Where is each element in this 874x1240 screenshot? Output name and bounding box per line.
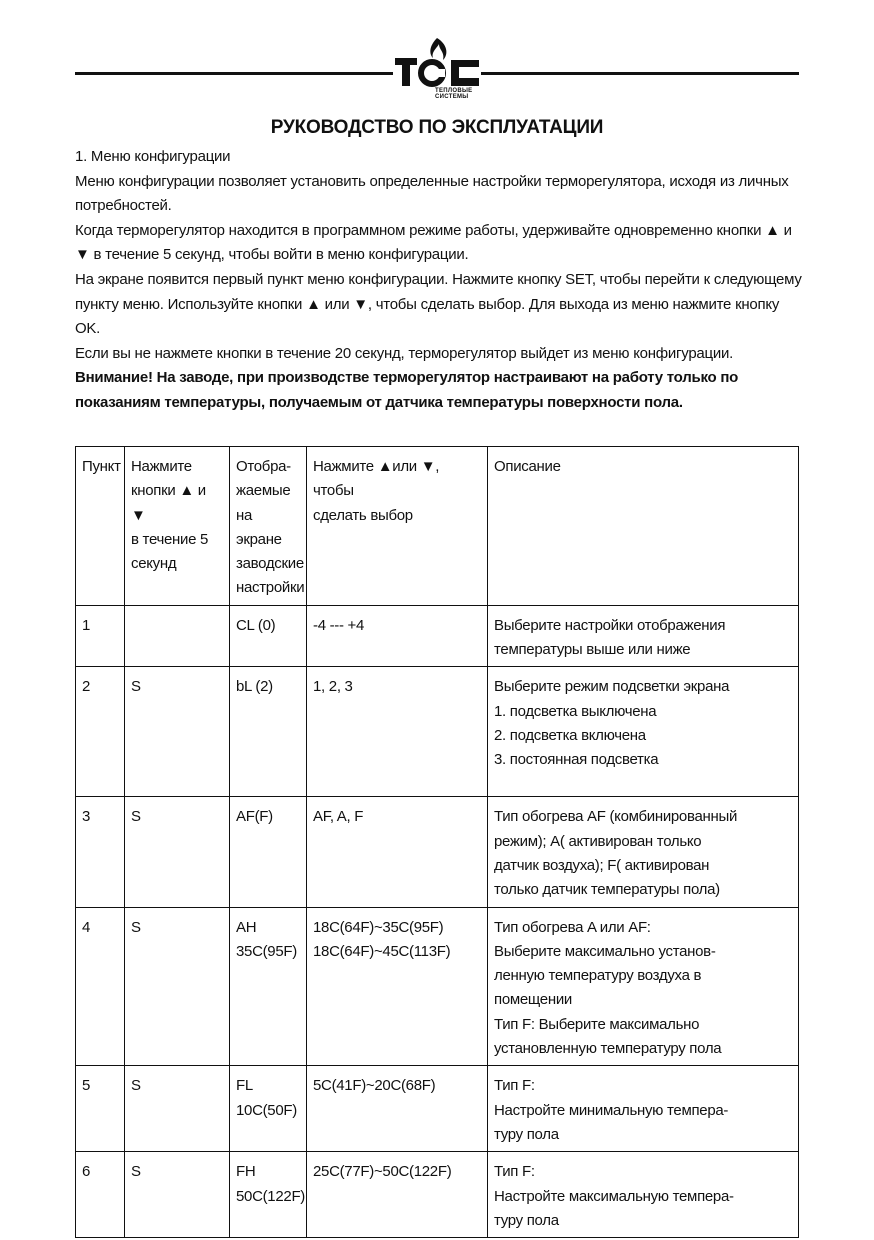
display-cell-line: FH [236, 1163, 256, 1181]
table-row [76, 1066, 799, 1152]
page-title: РУКОВОДСТВО ПО ЭКСПЛУАТАЦИИ [270, 117, 604, 138]
brand-logo [393, 36, 481, 102]
display-cell [230, 907, 307, 1066]
button-cell-line: S [131, 808, 141, 826]
item-number-cell [76, 797, 125, 907]
table-header-cell-c4-line: сделать выбор [313, 506, 413, 524]
table-row [76, 605, 799, 667]
intro-paragraph-2: Когда терморегулятор находится в программном режиме работы, удерживайте одновременно кнопки ▲ и ▼ в течение 5 секунд, чтобы войти в меню конфигурации. [75, 221, 792, 264]
item-number-cell-line: 5 [82, 1077, 91, 1095]
button-cell [125, 667, 230, 797]
item-number-cell [76, 605, 125, 667]
table-header-cell-c2-line: в течение 5 [131, 530, 209, 548]
item-number-cell [76, 907, 125, 1066]
description-cell-line: ленную температуру воздуха в [494, 967, 702, 985]
item-number-cell [76, 1066, 125, 1152]
description-cell-line: Тип обогрева A или AF: [494, 918, 651, 936]
selection-cell [307, 605, 488, 667]
table-row [76, 667, 799, 797]
display-cell-line: 10C(50F) [236, 1101, 297, 1119]
description-cell-line: только датчик температуры пола) [494, 881, 720, 899]
selection-cell-line: AF, A, F [313, 808, 364, 826]
description-cell-line: установленную температуру пола [494, 1040, 722, 1058]
display-cell-line: FL [236, 1077, 253, 1095]
table-header-cell-c2 [125, 447, 230, 606]
description-cell-line: 1. подсветка выключена [494, 702, 657, 720]
selection-cell [307, 907, 488, 1066]
logo-caption-line1: ТЕПЛОВЫЕ [435, 88, 473, 94]
item-number-cell-line: 4 [82, 918, 91, 936]
button-cell-line: S [131, 1077, 141, 1095]
selection-cell [307, 1066, 488, 1152]
selection-cell-line: 25C(77F)~50C(122F) [313, 1163, 452, 1181]
table-header-cell-c3 [230, 447, 307, 606]
description-cell [488, 797, 799, 907]
selection-cell-line: 18C(64F)~45C(113F) [313, 942, 451, 960]
description-cell [488, 605, 799, 667]
button-cell [125, 1066, 230, 1152]
button-cell [125, 907, 230, 1066]
table-header-cell-c2-line: Нажмите [131, 458, 192, 475]
table-header-cell-c4 [307, 447, 488, 606]
display-cell-line: 50C(122F) [236, 1187, 305, 1205]
display-cell-line: AH [236, 918, 257, 936]
intro-paragraph-3: На экране появится первый пункт меню конфигурации. Нажмите кнопку SET, чтобы перейти к следующему пункту меню. Используйте кнопки ▲ или ▼, чтобы сделать выбор. Для выхода из меню нажмите кнопку OK. [75, 270, 802, 338]
selection-cell [307, 1152, 488, 1238]
item-number-cell-line: 2 [82, 678, 91, 696]
display-cell-line: CL (0) [236, 616, 276, 634]
item-number-cell [76, 667, 125, 797]
button-cell [125, 605, 230, 667]
description-cell-line: 3. постоянная подсветка [494, 751, 659, 769]
description-cell-line: датчик воздуха); F( активирован [494, 856, 710, 874]
item-number-cell-line: 6 [82, 1163, 91, 1181]
display-cell-line: 35C(95F) [236, 942, 297, 960]
table-header-cell-c3-line: жаемые [236, 482, 291, 500]
intro-text [75, 145, 805, 416]
button-cell [125, 1152, 230, 1238]
description-cell [488, 1152, 799, 1238]
description-cell-line: Настройте минимальную темпера- [494, 1101, 729, 1119]
table-header-cell-c1 [76, 447, 125, 606]
display-cell-line: bL (2) [236, 678, 273, 696]
table-header-cell-c3-line: Отобра- [236, 458, 291, 475]
logo-mark [393, 36, 481, 88]
button-cell [125, 797, 230, 907]
description-cell-line: режим); A( активирован только [494, 832, 702, 850]
description-cell [488, 907, 799, 1066]
description-cell [488, 1066, 799, 1152]
description-cell-line: Тип обогрева AF (комбинированный [494, 808, 738, 826]
intro-paragraph-4: Если вы не нажмете кнопки в течение 20 секунд, терморегулятор выйдет из меню конфигурации. [75, 344, 734, 362]
table-header-cell-c3-line: заводские [236, 555, 304, 573]
selection-cell-line: 5C(41F)~20C(68F) [313, 1077, 436, 1095]
table-row [76, 797, 799, 907]
table-row [76, 907, 799, 1066]
table-header-cell-c3-line: на экране [236, 506, 282, 548]
table-header-cell-c5-line: Описание [494, 458, 561, 475]
table-header-cell-c5 [488, 447, 799, 606]
description-cell-line: Выберите максимально установ- [494, 942, 716, 960]
description-cell [488, 667, 799, 797]
table-row [76, 1152, 799, 1238]
logo-caption-line2: СИСТЕМЫ [435, 94, 469, 100]
button-cell-line: S [131, 1163, 141, 1181]
table-header-cell-c2-line: кнопки ▲ и ▼ [131, 482, 206, 524]
description-cell-line: Тип F: [494, 1163, 535, 1181]
selection-cell [307, 797, 488, 907]
table-header-cell-c4-line: Нажмите ▲или ▼, чтобы [313, 458, 440, 500]
description-cell-line: Настройте максимальную темпера- [494, 1187, 734, 1205]
description-cell-line: Выберите настройки отображения [494, 616, 726, 634]
warning-text: Внимание! На заводе, при производстве терморегулятор настраивают на работу только по показаниям температуры, получаемым от датчика температуры поверхности пола. [75, 369, 739, 411]
config-table [75, 446, 799, 1238]
description-cell-line: туру пола [494, 1125, 559, 1143]
table-header-cell-c1-line: Пункт [82, 458, 121, 475]
item-number-cell-line: 1 [82, 616, 91, 634]
intro-paragraph-1: Меню конфигурации позволяет установить определенные настройки терморегулятора, исходя из личных потребностей. [75, 172, 789, 215]
table-header-row [76, 447, 799, 606]
item-number-cell-line: 3 [82, 808, 91, 826]
description-cell-line: Выберите режим подсветки экрана [494, 678, 730, 696]
display-cell [230, 797, 307, 907]
description-cell-line: температуры выше или ниже [494, 641, 691, 659]
description-cell-line: Тип F: Выберите максимально [494, 1015, 700, 1033]
description-cell-line: помещении [494, 991, 572, 1009]
table-header-cell-c3-line: настройки [236, 579, 305, 597]
button-cell-line: S [131, 918, 141, 936]
selection-cell-line: -4 --- +4 [313, 616, 365, 634]
description-cell-line: туру пола [494, 1211, 559, 1229]
table-header-cell-c2-line: секунд [131, 555, 177, 573]
section-heading: 1. Меню конфигурации [75, 148, 231, 165]
header-rule-left [75, 72, 393, 75]
display-cell [230, 1152, 307, 1238]
button-cell-line: S [131, 678, 141, 696]
display-cell [230, 1066, 307, 1152]
selection-cell [307, 667, 488, 797]
selection-cell-line: 18C(64F)~35C(95F) [313, 918, 444, 936]
selection-cell-line: 1, 2, 3 [313, 678, 353, 696]
description-cell-line: Тип F: [494, 1077, 535, 1095]
description-cell-line: 2. подсветка включена [494, 726, 646, 744]
display-cell [230, 667, 307, 797]
display-cell [230, 605, 307, 667]
item-number-cell [76, 1152, 125, 1238]
display-cell-line: AF(F) [236, 808, 273, 826]
header-rule-right [481, 72, 799, 75]
